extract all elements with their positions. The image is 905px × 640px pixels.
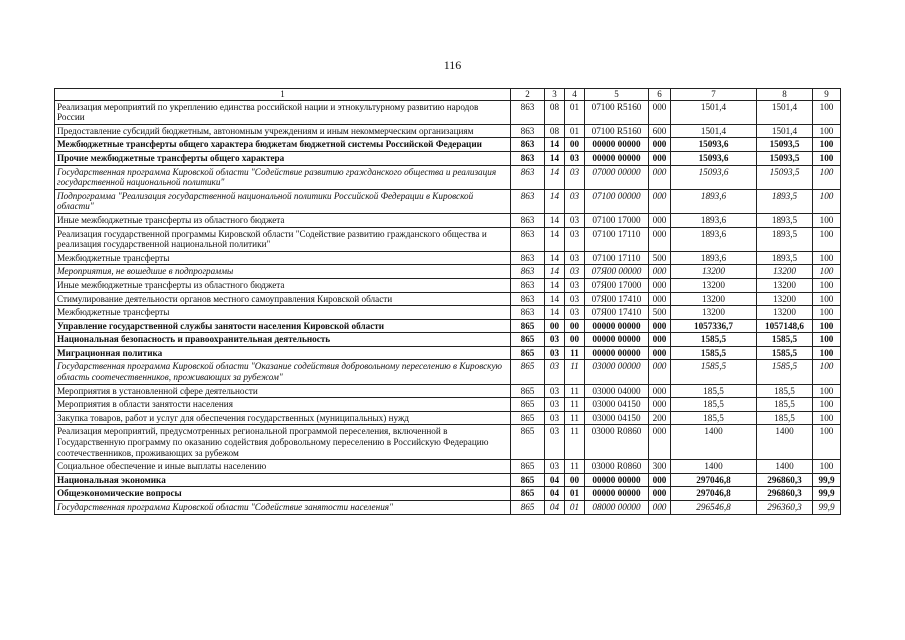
section-cell: 04 [545, 473, 565, 487]
admin-code-cell: 865 [511, 384, 545, 398]
table-row [55, 319, 841, 333]
target-article-cell: 03000 04000 [585, 384, 649, 398]
table-row [55, 460, 841, 474]
percent-cell: 100 [813, 189, 841, 213]
percent-cell: 100 [813, 138, 841, 152]
budget-table [54, 88, 841, 515]
subsection-cell: 11 [565, 346, 585, 360]
section-cell: 14 [545, 306, 565, 320]
target-article-cell: 07Я00 17410 [585, 292, 649, 306]
row-name-cell: Прочие межбюджетные трансферты общего характера [55, 151, 511, 165]
actual-amount-cell: 1501,4 [757, 100, 813, 124]
table-row [55, 189, 841, 213]
expense-type-cell: 000 [649, 360, 671, 384]
planned-amount-cell: 297046,8 [671, 473, 757, 487]
header-cell: 9 [813, 89, 841, 101]
subsection-cell: 11 [565, 425, 585, 460]
row-name-cell: Управление государственной службы занятости населения Кировской области [55, 319, 511, 333]
expense-type-cell: 000 [649, 213, 671, 227]
expense-type-cell: 200 [649, 411, 671, 425]
expense-type-cell: 000 [649, 333, 671, 347]
actual-amount-cell: 185,5 [757, 384, 813, 398]
planned-amount-cell: 185,5 [671, 411, 757, 425]
admin-code-cell: 863 [511, 306, 545, 320]
expense-type-cell: 000 [649, 501, 671, 515]
table-row [55, 398, 841, 412]
percent-cell: 100 [813, 151, 841, 165]
admin-code-cell: 865 [511, 425, 545, 460]
expense-type-cell: 000 [649, 100, 671, 124]
table-row [55, 346, 841, 360]
subsection-cell: 11 [565, 411, 585, 425]
actual-amount-cell: 1893,5 [757, 227, 813, 251]
table-row [55, 487, 841, 501]
percent-cell: 100 [813, 124, 841, 138]
actual-amount-cell: 15093,5 [757, 151, 813, 165]
percent-cell: 100 [813, 398, 841, 412]
percent-cell: 99,9 [813, 473, 841, 487]
expense-type-cell: 600 [649, 124, 671, 138]
planned-amount-cell: 1893,6 [671, 213, 757, 227]
section-cell: 14 [545, 138, 565, 152]
section-cell: 03 [545, 346, 565, 360]
expense-type-cell: 000 [649, 398, 671, 412]
target-article-cell: 07100 R5160 [585, 124, 649, 138]
percent-cell: 100 [813, 384, 841, 398]
header-cell: 8 [757, 89, 813, 101]
subsection-cell: 03 [565, 165, 585, 189]
row-name-cell: Миграционная политика [55, 346, 511, 360]
target-article-cell: 07100 00000 [585, 189, 649, 213]
admin-code-cell: 865 [511, 398, 545, 412]
expense-type-cell: 500 [649, 251, 671, 265]
planned-amount-cell: 1057336,7 [671, 319, 757, 333]
admin-code-cell: 865 [511, 360, 545, 384]
subsection-cell: 03 [565, 265, 585, 279]
header-row [55, 89, 841, 101]
subsection-cell: 11 [565, 398, 585, 412]
actual-amount-cell: 13200 [757, 306, 813, 320]
section-cell: 14 [545, 265, 565, 279]
actual-amount-cell: 296860,3 [757, 487, 813, 501]
row-name-cell: Межбюджетные трансферты общего характера бюджетам бюджетной системы Российской Федерации [55, 138, 511, 152]
section-cell: 03 [545, 425, 565, 460]
expense-type-cell: 000 [649, 292, 671, 306]
section-cell: 04 [545, 487, 565, 501]
expense-type-cell: 000 [649, 151, 671, 165]
expense-type-cell: 000 [649, 319, 671, 333]
expense-type-cell: 000 [649, 346, 671, 360]
row-name-cell: Реализация государственной программы Кировской области "Содействие развитию гражданского общества и реализация государственной национальной политики" [55, 227, 511, 251]
actual-amount-cell: 1400 [757, 460, 813, 474]
target-article-cell: 07Я00 00000 [585, 265, 649, 279]
row-name-cell: Иные межбюджетные трансферты из областного бюджета [55, 213, 511, 227]
expense-type-cell: 000 [649, 165, 671, 189]
planned-amount-cell: 1400 [671, 425, 757, 460]
actual-amount-cell: 15093,5 [757, 138, 813, 152]
row-name-cell: Национальная безопасность и правоохранительная деятельность [55, 333, 511, 347]
header-cell: 7 [671, 89, 757, 101]
admin-code-cell: 865 [511, 460, 545, 474]
admin-code-cell: 863 [511, 265, 545, 279]
percent-cell: 100 [813, 292, 841, 306]
section-cell: 14 [545, 151, 565, 165]
subsection-cell: 03 [565, 251, 585, 265]
header-cell: 2 [511, 89, 545, 101]
target-article-cell: 00000 00000 [585, 138, 649, 152]
subsection-cell: 00 [565, 138, 585, 152]
target-article-cell: 07100 17110 [585, 227, 649, 251]
subsection-cell: 01 [565, 100, 585, 124]
subsection-cell: 00 [565, 473, 585, 487]
percent-cell: 100 [813, 227, 841, 251]
planned-amount-cell: 15093,6 [671, 138, 757, 152]
percent-cell: 100 [813, 265, 841, 279]
planned-amount-cell: 1585,5 [671, 346, 757, 360]
planned-amount-cell: 296546,8 [671, 501, 757, 515]
row-name-cell: Государственная программа Кировской области "Содействие занятости населения" [55, 501, 511, 515]
table-row [55, 333, 841, 347]
row-name-cell: Реализация мероприятий, предусмотренных региональной программой переселения, включенной в Государственную программу по оказанию содействия добровольному переселению в Российскую Федерацию соотечественников, проживающих за рубежом [55, 425, 511, 460]
table-row [55, 292, 841, 306]
target-article-cell: 00000 00000 [585, 346, 649, 360]
table-row [55, 306, 841, 320]
percent-cell: 100 [813, 251, 841, 265]
expense-type-cell: 000 [649, 227, 671, 251]
section-cell: 03 [545, 411, 565, 425]
percent-cell: 99,9 [813, 487, 841, 501]
subsection-cell: 01 [565, 487, 585, 501]
expense-type-cell: 000 [649, 425, 671, 460]
expense-type-cell: 000 [649, 189, 671, 213]
target-article-cell: 03000 04150 [585, 411, 649, 425]
planned-amount-cell: 13200 [671, 265, 757, 279]
table-row [55, 213, 841, 227]
planned-amount-cell: 1893,6 [671, 189, 757, 213]
section-cell: 03 [545, 384, 565, 398]
row-name-cell: Предоставление субсидий бюджетным, автономным учреждениям и иным некоммерческим организациям [55, 124, 511, 138]
planned-amount-cell: 15093,6 [671, 151, 757, 165]
section-cell: 14 [545, 165, 565, 189]
subsection-cell: 03 [565, 151, 585, 165]
target-article-cell: 03000 R0860 [585, 460, 649, 474]
subsection-cell: 03 [565, 189, 585, 213]
admin-code-cell: 865 [511, 319, 545, 333]
planned-amount-cell: 297046,8 [671, 487, 757, 501]
actual-amount-cell: 185,5 [757, 411, 813, 425]
section-cell: 03 [545, 460, 565, 474]
actual-amount-cell: 1893,5 [757, 213, 813, 227]
header-cell: 1 [55, 89, 511, 101]
target-article-cell: 03000 R0860 [585, 425, 649, 460]
percent-cell: 100 [813, 100, 841, 124]
actual-amount-cell: 185,5 [757, 398, 813, 412]
target-article-cell: 03000 04150 [585, 398, 649, 412]
section-cell: 14 [545, 213, 565, 227]
subsection-cell: 03 [565, 292, 585, 306]
row-name-cell: Государственная программа Кировской области "Оказание содействия добровольному переселению в Кировскую область соотечественников, проживающих за рубежом" [55, 360, 511, 384]
actual-amount-cell: 13200 [757, 265, 813, 279]
actual-amount-cell: 1893,5 [757, 251, 813, 265]
subsection-cell: 01 [565, 501, 585, 515]
header-cell: 5 [585, 89, 649, 101]
admin-code-cell: 863 [511, 278, 545, 292]
row-name-cell: Межбюджетные трансферты [55, 251, 511, 265]
table-row [55, 360, 841, 384]
actual-amount-cell: 1585,5 [757, 333, 813, 347]
table-row [55, 425, 841, 460]
percent-cell: 100 [813, 411, 841, 425]
admin-code-cell: 863 [511, 151, 545, 165]
table-row [55, 138, 841, 152]
percent-cell: 100 [813, 360, 841, 384]
target-article-cell: 03000 00000 [585, 360, 649, 384]
row-name-cell: Мероприятия в установленной сфере деятельности [55, 384, 511, 398]
row-name-cell: Общеэкономические вопросы [55, 487, 511, 501]
admin-code-cell: 863 [511, 227, 545, 251]
header-cell: 3 [545, 89, 565, 101]
planned-amount-cell: 1585,5 [671, 360, 757, 384]
expense-type-cell: 000 [649, 487, 671, 501]
section-cell: 08 [545, 124, 565, 138]
page-number: 116 [443, 58, 462, 72]
percent-cell: 100 [813, 306, 841, 320]
percent-cell: 100 [813, 165, 841, 189]
actual-amount-cell: 1585,5 [757, 346, 813, 360]
planned-amount-cell: 13200 [671, 292, 757, 306]
table-row [55, 501, 841, 515]
target-article-cell: 00000 00000 [585, 333, 649, 347]
expense-type-cell: 000 [649, 265, 671, 279]
percent-cell: 100 [813, 213, 841, 227]
target-article-cell: 07100 17110 [585, 251, 649, 265]
percent-cell: 100 [813, 425, 841, 460]
actual-amount-cell: 15093,5 [757, 165, 813, 189]
section-cell: 03 [545, 398, 565, 412]
planned-amount-cell: 13200 [671, 278, 757, 292]
section-cell: 14 [545, 251, 565, 265]
planned-amount-cell: 185,5 [671, 398, 757, 412]
percent-cell: 99,9 [813, 501, 841, 515]
target-article-cell: 07100 17000 [585, 213, 649, 227]
admin-code-cell: 865 [511, 487, 545, 501]
planned-amount-cell: 1400 [671, 460, 757, 474]
subsection-cell: 11 [565, 460, 585, 474]
admin-code-cell: 863 [511, 292, 545, 306]
row-name-cell: Социальное обеспечение и иные выплаты населению [55, 460, 511, 474]
table-row [55, 100, 841, 124]
subsection-cell: 00 [565, 319, 585, 333]
admin-code-cell: 865 [511, 411, 545, 425]
subsection-cell: 11 [565, 384, 585, 398]
row-name-cell: Стимулирование деятельности органов местного самоуправления Кировской области [55, 292, 511, 306]
section-cell: 14 [545, 292, 565, 306]
expense-type-cell: 300 [649, 460, 671, 474]
target-article-cell: 07100 R5160 [585, 100, 649, 124]
subsection-cell: 03 [565, 278, 585, 292]
admin-code-cell: 863 [511, 189, 545, 213]
target-article-cell: 00000 00000 [585, 319, 649, 333]
planned-amount-cell: 185,5 [671, 384, 757, 398]
row-name-cell: Мероприятия в области занятости населения [55, 398, 511, 412]
table-row [55, 251, 841, 265]
target-article-cell: 00000 00000 [585, 487, 649, 501]
header-cell: 4 [565, 89, 585, 101]
admin-code-cell: 865 [511, 473, 545, 487]
percent-cell: 100 [813, 346, 841, 360]
target-article-cell: 00000 00000 [585, 151, 649, 165]
expense-type-cell: 000 [649, 473, 671, 487]
row-name-cell: Национальная экономика [55, 473, 511, 487]
table-row [55, 473, 841, 487]
percent-cell: 100 [813, 319, 841, 333]
actual-amount-cell: 1893,5 [757, 189, 813, 213]
section-cell: 03 [545, 360, 565, 384]
row-name-cell: Закупка товаров, работ и услуг для обеспечения государственных (муниципальных) нужд [55, 411, 511, 425]
planned-amount-cell: 1585,5 [671, 333, 757, 347]
subsection-cell: 03 [565, 213, 585, 227]
admin-code-cell: 863 [511, 100, 545, 124]
table-row [55, 124, 841, 138]
target-article-cell: 07Я00 17000 [585, 278, 649, 292]
section-cell: 08 [545, 100, 565, 124]
section-cell: 14 [545, 278, 565, 292]
planned-amount-cell: 1501,4 [671, 100, 757, 124]
row-name-cell: Государственная программа Кировской области "Содействие развитию гражданского общества и реализация государственной национальной политики" [55, 165, 511, 189]
admin-code-cell: 863 [511, 138, 545, 152]
expense-type-cell: 000 [649, 138, 671, 152]
actual-amount-cell: 1400 [757, 425, 813, 460]
expense-type-cell: 000 [649, 384, 671, 398]
admin-code-cell: 865 [511, 333, 545, 347]
section-cell: 14 [545, 227, 565, 251]
table-row [55, 165, 841, 189]
planned-amount-cell: 1893,6 [671, 251, 757, 265]
subsection-cell: 03 [565, 306, 585, 320]
table-row [55, 411, 841, 425]
actual-amount-cell: 1501,4 [757, 124, 813, 138]
percent-cell: 100 [813, 333, 841, 347]
table-row [55, 151, 841, 165]
subsection-cell: 03 [565, 227, 585, 251]
section-cell: 14 [545, 189, 565, 213]
admin-code-cell: 863 [511, 124, 545, 138]
table-row [55, 278, 841, 292]
row-name-cell: Иные межбюджетные трансферты из областного бюджета [55, 278, 511, 292]
target-article-cell: 07Я00 17410 [585, 306, 649, 320]
actual-amount-cell: 13200 [757, 292, 813, 306]
actual-amount-cell: 13200 [757, 278, 813, 292]
planned-amount-cell: 13200 [671, 306, 757, 320]
header-cell: 6 [649, 89, 671, 101]
expense-type-cell: 500 [649, 306, 671, 320]
expense-type-cell: 000 [649, 278, 671, 292]
actual-amount-cell: 1057148,6 [757, 319, 813, 333]
table-row [55, 384, 841, 398]
row-name-cell: Реализация мероприятий по укреплению единства российской нации и этнокультурному развитию народов России [55, 100, 511, 124]
percent-cell: 100 [813, 460, 841, 474]
admin-code-cell: 865 [511, 346, 545, 360]
table-row [55, 265, 841, 279]
admin-code-cell: 863 [511, 165, 545, 189]
target-article-cell: 07000 00000 [585, 165, 649, 189]
actual-amount-cell: 296860,3 [757, 473, 813, 487]
planned-amount-cell: 15093,6 [671, 165, 757, 189]
subsection-cell: 11 [565, 360, 585, 384]
target-article-cell: 00000 00000 [585, 473, 649, 487]
section-cell: 00 [545, 319, 565, 333]
subsection-cell: 01 [565, 124, 585, 138]
admin-code-cell: 865 [511, 501, 545, 515]
subsection-cell: 00 [565, 333, 585, 347]
admin-code-cell: 863 [511, 251, 545, 265]
percent-cell: 100 [813, 278, 841, 292]
table-row [55, 227, 841, 251]
section-cell: 04 [545, 501, 565, 515]
actual-amount-cell: 1585,5 [757, 360, 813, 384]
row-name-cell: Подпрограмма "Реализация государственной национальной политики Российской Федерации в Кировской области" [55, 189, 511, 213]
target-article-cell: 08000 00000 [585, 501, 649, 515]
section-cell: 03 [545, 333, 565, 347]
planned-amount-cell: 1501,4 [671, 124, 757, 138]
actual-amount-cell: 296360,3 [757, 501, 813, 515]
planned-amount-cell: 1893,6 [671, 227, 757, 251]
admin-code-cell: 863 [511, 213, 545, 227]
row-name-cell: Мероприятия, не вошедшие в подпрограммы [55, 265, 511, 279]
row-name-cell: Межбюджетные трансферты [55, 306, 511, 320]
